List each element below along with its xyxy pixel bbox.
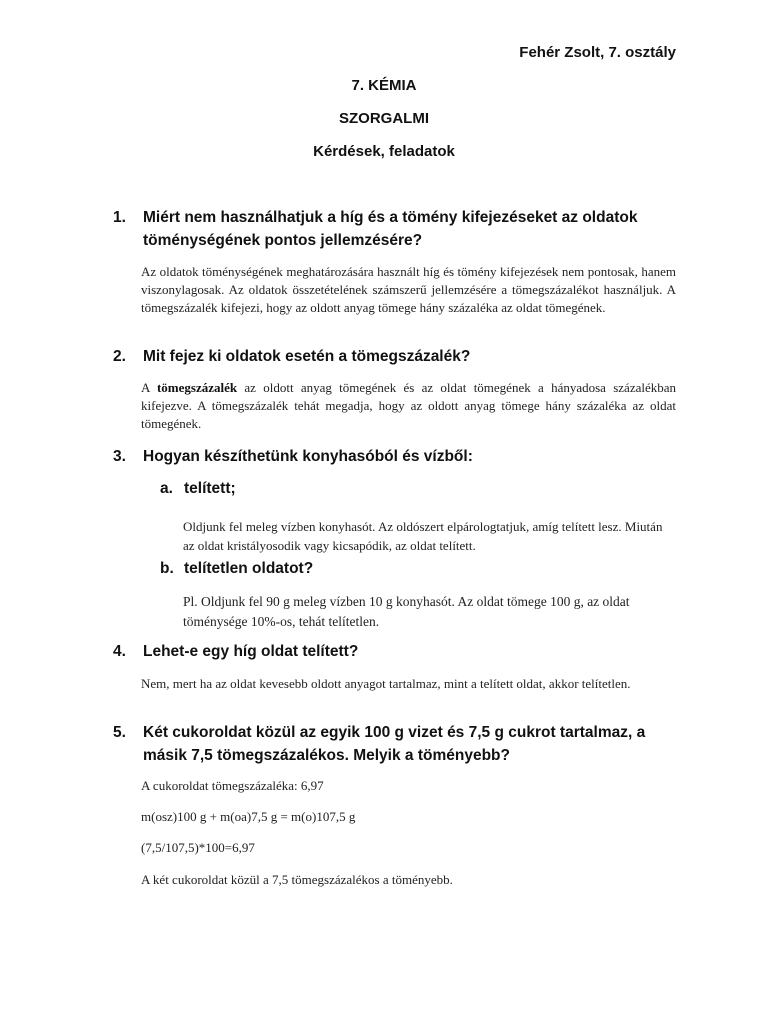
question-text: Miért nem használhatjuk a híg és a tömény kifejezéseket az oldatok töménységének pontos jellemzésére? (143, 209, 638, 249)
subquestion-letter: a. (160, 480, 173, 497)
subquestion-label: telített; (184, 480, 236, 497)
question-text: Hogyan készíthetünk konyhasóból és vízből: (143, 448, 473, 465)
question-2 (113, 345, 673, 368)
answer-2 (141, 379, 676, 433)
question-text: Két cukoroldat közül az egyik 100 g vizet és 7,5 g cukrot tartalmaz, a másik 7,5 tömegszázalékos. Melyik a töményebb? (143, 724, 646, 764)
calc-line: A cukoroldat tömegszázaléka: 6,97 (141, 778, 324, 793)
calc-line: (7,5/107,5)*100=6,97 (141, 840, 255, 855)
author-line: Fehér Zsolt, 7. osztály (519, 44, 676, 61)
document-subtitle: SZORGALMI (339, 110, 429, 127)
subquestion-letter: b. (160, 560, 174, 577)
question-5 (113, 721, 673, 767)
document-title: 7. KÉMIA (351, 77, 417, 94)
question-3 (113, 445, 673, 468)
section-heading: Kérdések, feladatok (313, 143, 455, 160)
question-1 (113, 206, 673, 252)
answer-3a: Oldjunk fel meleg vízben konyhasót. Az oldószert elpárologtatjuk, amíg telített lesz. Miután az oldat kristályosodik vagy kicsapódik, az oldat telített. (183, 519, 663, 553)
question-text: Lehet-e egy híg oldat telített? (143, 643, 359, 660)
question-number: 3. (113, 448, 126, 465)
question-4 (113, 640, 673, 663)
conclusion-line: A két cukoroldat közül a 7,5 tömegszázalékos a töményebb. (141, 872, 453, 887)
subquestion-label: telítetlen oldatot? (184, 560, 314, 577)
answer-text: A (141, 380, 157, 395)
subquestion-b (160, 558, 313, 580)
question-number: 5. (113, 724, 126, 741)
question-text: Mit fejez ki oldatok esetén a tömegszázalék? (143, 348, 471, 365)
calc-line: m(osz)100 g + m(oa)7,5 g = m(o)107,5 g (141, 809, 356, 824)
answer-text: az oldott anyag tömegének és az oldat tömegének a hányadosa százalékban kifejezve. A tömegszázalék tehát megadja, hogy az oldott anyag tömege hány százaléka az oldat tömegének. (141, 380, 677, 431)
question-number: 1. (113, 209, 126, 226)
keyword-bold: tömegszázalék (156, 380, 238, 395)
answer-3b: Pl. Oldjunk fel 90 g meleg vízben 10 g konyhasót. Az oldat tömege 100 g, az oldat töménysége 10%-os, tehát telítetlen. (183, 594, 630, 629)
subquestion-a (160, 478, 236, 500)
question-number: 2. (113, 348, 126, 365)
answer-4: Nem, mert ha az oldat kevesebb oldott anyagot tartalmaz, mint a telített oldat, akkor telítetlen. (141, 676, 631, 691)
question-number: 4. (113, 643, 126, 660)
answer-1: Az oldatok töménységének meghatározására használt híg és tömény kifejezések nem pontosak, hanem viszonylagosak. Az oldatok összetételének számszerű jellemzésére a tömegszázalékot használjuk. A tömegszázalék kifejezi, hogy az oldott anyag tömege hány százaléka az oldat tömegének. (141, 264, 676, 315)
